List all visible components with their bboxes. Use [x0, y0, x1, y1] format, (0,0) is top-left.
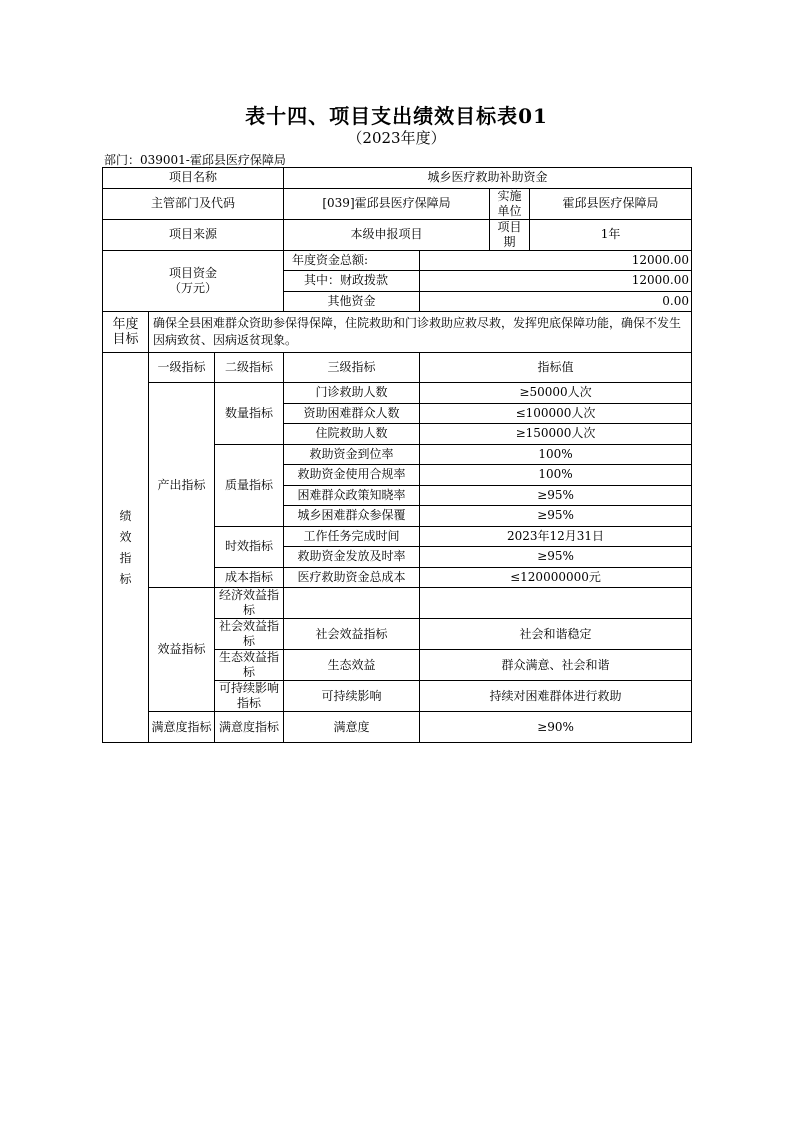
- page-subtitle: （2023年度）: [347, 129, 446, 147]
- table-row: [103, 383, 692, 404]
- row-goal: [103, 312, 692, 353]
- department-value: [039]霍邱县医疗保障局: [284, 188, 490, 219]
- indicator-name: 困难群众政策知晓率: [284, 485, 420, 506]
- indicator-value: ≥95%: [420, 485, 692, 506]
- row-source: [103, 219, 692, 250]
- indicator-name: 满意度: [284, 712, 420, 743]
- row-department: [103, 188, 692, 219]
- indicator-value: 2023年12月31日: [420, 526, 692, 547]
- project-name-value: 城乡医疗救助补助资金: [284, 168, 692, 189]
- indicators-side-label: [103, 353, 149, 743]
- source-value: 本级申报项目: [284, 219, 490, 250]
- row-funds-total: [103, 250, 692, 271]
- indicator-value: ≤120000000元: [420, 567, 692, 588]
- indicator-name: 可持续影响: [284, 681, 420, 712]
- funds-other-label: 其他资金: [284, 291, 420, 312]
- indicator-value: ≥95%: [420, 547, 692, 568]
- indicator-name: 社会效益指标: [284, 619, 420, 650]
- department-label: 主管部门及代码: [103, 188, 284, 219]
- indicator-value: ≥95%: [420, 506, 692, 527]
- source-label: 项目来源: [103, 219, 284, 250]
- indicator-value: ≤100000人次: [420, 403, 692, 424]
- quantity-indicator-label: 数量指标: [215, 383, 284, 445]
- performance-table: [102, 167, 692, 743]
- table-row: [103, 588, 692, 619]
- benefit-level2: 经济效益指标: [215, 588, 284, 619]
- department-line: 部门：039001-霍邱县医疗保障局: [104, 153, 286, 167]
- row-indicator-header: [103, 353, 692, 383]
- goal-label-line2: 目标: [112, 332, 139, 347]
- indicator-value: 持续对困难群体进行救助: [420, 681, 692, 712]
- indicator-name: 救助资金到位率: [284, 444, 420, 465]
- indicator-value: 100%: [420, 465, 692, 486]
- benefit-level2: 生态效益指标: [215, 650, 284, 681]
- indicator-name: 救助资金发放及时率: [284, 547, 420, 568]
- table-row: [103, 712, 692, 743]
- funds-fiscal-value: 12000.00: [420, 271, 692, 292]
- benefit-level2: 社会效益指标: [215, 619, 284, 650]
- indicator-name: 救助资金使用合规率: [284, 465, 420, 486]
- indicator-name: 工作任务完成时间: [284, 526, 420, 547]
- funds-label: [103, 250, 284, 312]
- header-level1: 一级指标: [149, 353, 215, 383]
- indicator-value: 100%: [420, 444, 692, 465]
- benefit-level2: 可持续影响指标: [215, 681, 284, 712]
- funds-total-value: 12000.00: [420, 250, 692, 271]
- period-value: 1年: [530, 219, 692, 250]
- goal-text: 确保全县困难群众资助参保得保障，住院救助和门诊救助应救尽救，发挥兜底保障功能，确保不发生因病致贫、因病返贫现象。: [149, 312, 692, 353]
- benefit-indicator-label: 效益指标: [149, 588, 215, 712]
- impl-unit-label: 实施单位: [490, 188, 530, 219]
- indicators-side-text: 绩效指标: [119, 508, 132, 586]
- goal-label-line1: 年度: [112, 317, 139, 332]
- indicator-value: 群众满意、社会和谐: [420, 650, 692, 681]
- output-indicator-label: 产出指标: [149, 383, 215, 588]
- header-value: 指标值: [420, 353, 692, 383]
- funds-fiscal-label: 其中：财政拨款: [284, 271, 420, 292]
- header-level3: 三级指标: [284, 353, 420, 383]
- indicator-name: 生态效益: [284, 650, 420, 681]
- period-label: 项目期: [490, 219, 530, 250]
- indicator-name: 资助困难群众人数: [284, 403, 420, 424]
- indicator-name: [284, 588, 420, 619]
- timeliness-indicator-label: 时效指标: [215, 526, 284, 567]
- indicator-value: 社会和谐稳定: [420, 619, 692, 650]
- funds-label-line2: （万元）: [168, 280, 217, 295]
- indicator-value: ≥150000人次: [420, 424, 692, 445]
- project-name-label: 项目名称: [103, 168, 284, 189]
- impl-unit-value: 霍邱县医疗保障局: [530, 188, 692, 219]
- page-title: 表十四、项目支出绩效目标表01: [245, 104, 548, 128]
- indicator-value: ≥50000人次: [420, 383, 692, 404]
- indicator-name: 门诊救助人数: [284, 383, 420, 404]
- row-project-name: [103, 168, 692, 189]
- indicator-value: [420, 588, 692, 619]
- indicator-value: ≥90%: [420, 712, 692, 743]
- funds-label-line1: 项目资金: [168, 265, 217, 280]
- header-level2: 二级指标: [215, 353, 284, 383]
- cost-indicator-label: 成本指标: [215, 567, 284, 588]
- funds-other-value: 0.00: [420, 291, 692, 312]
- indicator-name: 住院救助人数: [284, 424, 420, 445]
- quality-indicator-label: 质量指标: [215, 444, 284, 526]
- indicator-name: 城乡困难群众参保覆: [284, 506, 420, 527]
- indicator-name: 医疗救助资金总成本: [284, 567, 420, 588]
- satisfaction-level2: 满意度指标: [215, 712, 284, 743]
- funds-total-label: 年度资金总额:: [284, 250, 420, 271]
- goal-label: [103, 312, 149, 353]
- satisfaction-indicator-label: 满意度指标: [149, 712, 215, 743]
